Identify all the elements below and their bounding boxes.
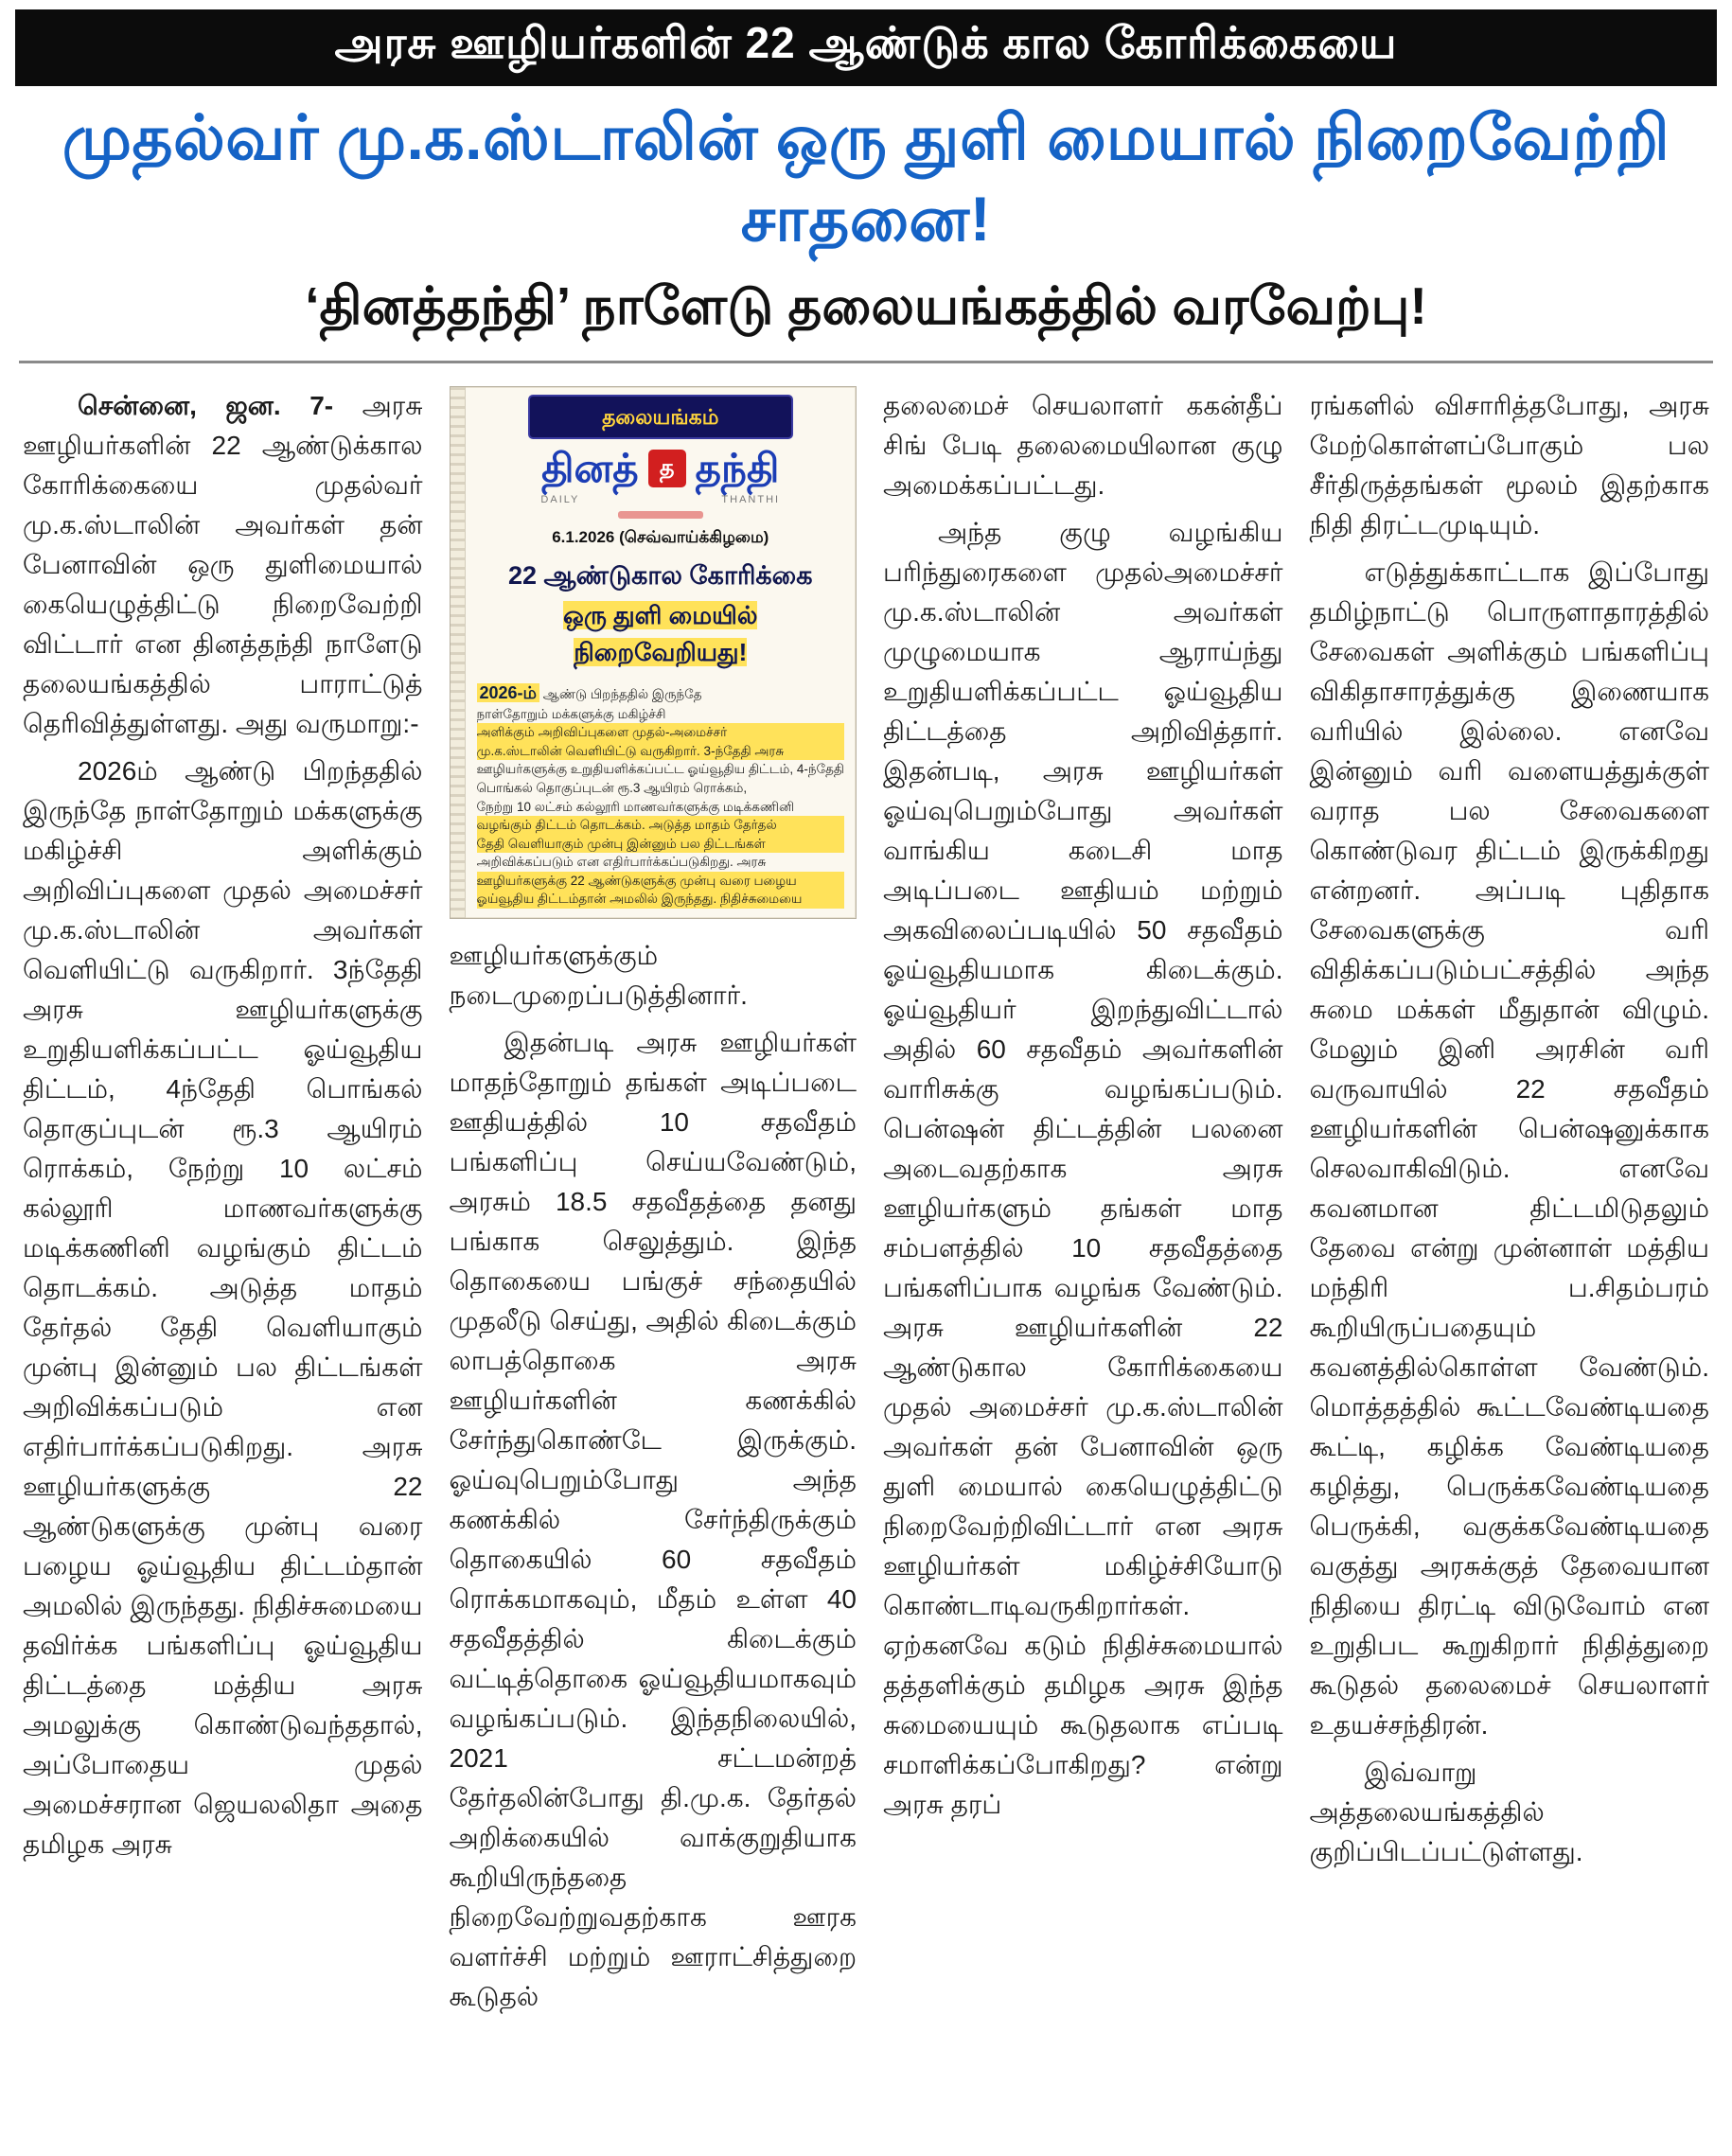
column-2 (450, 386, 857, 2024)
clip-body-line: நேற்று 10 லட்சம் கல்லூரி மாணவர்களுக்கு மடிக்கணினி (476, 799, 795, 814)
editorial-clip-image (450, 386, 857, 919)
clip-body-line: தேதி வெளியாகும் முன்பு இன்னும் பல திட்டங்கள் (477, 835, 845, 854)
clip-body-line-text: ஆண்டு பிறந்ததில் இருந்தே (542, 686, 702, 701)
clip-masthead (477, 447, 845, 490)
sub-headline: ‘தினத்தந்தி’ நாளேடு தலையங்கத்தில் வரவேற்பு! (19, 268, 1713, 363)
paragraph: இதன்படி அரசு ஊழியர்கள் மாதந்தோறும் தங்கள் அடிப்படை ஊதியத்தில் 10 சதவீதம் பங்களிப்பு செய்யவேண்டும், அரசும் 18.5 சதவீதத்தை தனது பங்காக செலுத்தும். இந்த தொகையை பங்குச் சந்தையில் முதலீடு செய்து, அதில் கிடைக்கும் லாபத்தொகை அரசு ஊழியர்களின் கணக்கில் சேர்ந்துகொண்டே இருக்கும். ஓய்வுபெறும்போது அந்த கணக்கில் சேர்ந்திருக்கும் தொகையில் 60 சதவீதம் ரொக்கமாகவும், மீதம் உள்ள 40 சதவீதத்தில் கிடைக்கும் வட்டித்தொகை ஓய்வூதியமாகவும் வழங்கப்படும். இந்தநிலையில், 2021 சட்டமன்றத் தேர்தலின்போது தி.மு.க. தேர்தல் அறிக்கையில் வாக்குறுதியாக கூறியிருந்ததை நிறைவேற்றுவதற்காக ஊரக வளர்ச்சி மற்றும் ஊராட்சித்துறை கூடுதல் (449, 1027, 857, 2011)
masthead-daily-label: DAILY (540, 494, 580, 506)
clip-headline-line1: 22 ஆண்டுகால கோரிக்கை (508, 561, 813, 591)
clip-body-line: அறிவிக்கப்படும் என எதிர்பார்க்கப்படுகிறது. அரசு (476, 855, 767, 870)
dateline: சென்னை, ஜன. 7- (78, 391, 334, 420)
clip-torn-edge (451, 387, 466, 918)
clip-section-label: தலையங்கம் (528, 395, 793, 439)
clip-headline-highlight: ஒரு துளி மையில் நிறைவேறியது! (563, 600, 758, 666)
paragraph: ஊழியர்களுக்கும் நடைமுறைப்படுத்தினார். (449, 940, 748, 1010)
clip-body-line: ஊழியர்களுக்கு 22 ஆண்டுகளுக்கு முன்பு வரை பழைய (477, 872, 845, 891)
paragraph-text: அரசு ஊழியர்களின் 22 ஆண்டுக்கால கோரிக்கையை முதல்வர் மு.க.ஸ்டாலின் அவர்கள் தன் பேனாவின் ஒரு துளிமையால் கையெழுத்திட்டு நிறைவேற்றி விட்டார் என தினத்தந்தி நாளேடு தலையங்கத்தில் பாராட்டுத் தெரிவித்துள்ளது. அது வருமாறு:- (23, 391, 423, 738)
clip-content (466, 387, 857, 918)
clip-body-line: வழங்கும் திட்டம் தொடக்கம். அடுத்த மாதம் தேர்தல் (477, 816, 845, 835)
paragraph: அந்த குழு வழங்கிய பரிந்துரைகளை முதல்அமைச்சர் மு.க.ஸ்டாலின் அவர்கள் முழுமையாக ஆராய்ந்து உறுதியளிக்கப்பட்ட ஓய்வூதிய திட்டத்தை அறிவித்தார். இதன்படி, அரசு ஊழியர்கள் ஓய்வுபெறும்போது அவர்கள் வாங்கிய கடைசி மாத அடிப்படை ஊதியம் மற்றும் அகவிலைப்படியில் 50 சதவீதம் ஓய்வூதியமாக கிடைக்கும். ஓய்வூதியர் இறந்துவிட்டால் அதில் 60 சதவீதம் அவர்களின் வாரிசுக்கு வழங்கப்படும். பென்ஷன் திட்டத்தின் பலனை அடைவதற்காக அரசு ஊழியர்களும் தங்கள் மாத சம்பளத்தில் 10 சதவீதத்தை பங்களிப்பாக வழங்க வேண்டும். அரசு ஊழியர்களின் 22 ஆண்டுகால கோரிக்கையை முதல் அமைச்சர் மு.க.ஸ்டாலின் அவர்கள் தன் பேனாவின் ஒரு துளி மையால் கையெழுத்திட்டு நிறைவேற்றிவிட்டார் என அரசு ஊழியர்கள் மகிழ்ச்சியோடு கொண்டாடிவருகிறார்கள். ஏற்கனவே கடும் நிதிச்சுமையால் தத்தளிக்கும் தமிழக அரசு இந்த சுமையையும் கூடுதலாக எப்படி சமாளிக்கப்போகிறது? என்று அரசு தரப் (883, 518, 1283, 1819)
paragraph: இவ்வாறு அத்தலையங்கத்தில் குறிப்பிடப்பட்டுள்ளது. (1309, 1758, 1583, 1866)
paragraph: தலைமைச் செயலாளர் ககன்தீப் சிங் பேடி தலைமையிலான குழு அமைக்கப்பட்டது. (883, 391, 1283, 500)
column-1 (23, 386, 423, 2024)
paragraph: ரங்களில் விசாரித்தபோது, அரசு மேற்கொள்ளப்போகும் பல சீர்திருத்தங்கள் மூலம் இதற்காக நிதி திரட்டமுடியும். (1309, 391, 1709, 539)
kicker-headline: அரசு ஊழியர்களின் 22 ஆண்டுக் கால கோரிக்கையை (15, 9, 1717, 86)
masthead-word-left: தினத் (541, 446, 639, 490)
masthead-subtitle (477, 492, 845, 508)
clip-lead-word: 2026-ம் (477, 683, 540, 702)
clip-body-text (477, 680, 845, 909)
masthead-tagline-mark (618, 511, 703, 519)
paragraph: 2026ம் ஆண்டு பிறந்ததில் இருந்தே நாள்தோறும் மக்களுக்கு மகிழ்ச்சி அளிக்கும் அறிவிப்புகளை முதல் அமைச்சர் மு.க.ஸ்டாலின் அவர்கள் வெளியிட்டு வருகிறார். 3ந்தேதி அரசு ஊழியர்களுக்கு உறுதியளிக்கப்பட்ட ஓய்வூதிய திட்டம், 4ந்தேதி பொங்கல் தொகுப்புடன் ரூ.3 ஆயிரம் ரொக்கம், நேற்று 10 லட்சம் கல்லூரி மாணவர்களுக்கு மடிக்கணினி வழங்கும் திட்டம் தொடக்கம். அடுத்த மாதம் தேர்தல் தேதி வெளியாகும் முன்பு இன்னும் பல திட்டங்கள் அறிவிக்கப்படும் என எதிர்பார்க்கப்படுகிறது. அரசு ஊழியர்களுக்கு 22 ஆண்டுகளுக்கு முன்பு வரை பழைய ஓய்வூதிய திட்டம்தான் அமலில் இருந்தது. நிதிச்சுமையை தவிர்க்க பங்களிப்பு ஓய்வூதிய திட்டத்தை மத்திய அரசு அமலுக்கு கொண்டுவந்ததால், அப்போதைய முதல் அமைச்சரான ஜெயலலிதா அதை தமிழக அரசு (23, 756, 423, 1859)
clip-body-line (477, 680, 845, 705)
clip-body-line: அளிக்கும் அறிவிப்புகளை முதல்-அமைச்சர் (477, 723, 845, 742)
clip-body-line: நாள்தோறும் மக்களுக்கு மகிழ்ச்சி (476, 706, 666, 721)
paragraph: எடுத்துக்காட்டாக இப்போது தமிழ்நாட்டு பொருளாதாரத்தில் சேவைகள் அளிக்கும் பங்களிப்பு விகிதாசாரத்துக்கு இணையாக வரியில் இல்லை. எனவே இன்னும் வரி வளையத்துக்குள் வராத பல சேவைகளை கொண்டுவர திட்டம் இருக்கிறது என்றனர். அப்படி புதிதாக சேவைகளுக்கு வரி விதிக்கப்படும்பட்சத்தில் அந்த சுமை மக்கள் மீதுதான் விழும். மேலும் இனி அரசின் வரி வருவாயில் 22 சதவீதம் ஊழியர்களின் பென்ஷனுக்காக செலவாகிவிடும். எனவே கவனமான திட்டமிடுதலும் தேவை என்று முன்னாள் மத்திய மந்திரி ப.சிதம்பரம் கூறியிருப்பதையும் கவனத்தில்கொள்ள வேண்டும். மொத்தத்தில் கூட்டவேண்டியதை கூட்டி, கழிக்க வேண்டியதை கழித்து, பெருக்கவேண்டியதை பெருக்கி, வகுக்கவேண்டியதை வகுத்து அரசுக்குத் தேவையான நிதியை திரட்டி விடுவோம் என உறுதிபட கூறுகிறார் நிதித்துறை கூடுதல் தலைமைச் செயலாளர் உதயச்சந்திரன். (1309, 557, 1709, 1740)
masthead-thanthi-label: THANTHI (721, 494, 781, 506)
article-body (15, 363, 1717, 2024)
clip-headline-line2 (477, 597, 845, 671)
clip-body-line: ஓய்வூதிய திட்டம்தான் அமலில் இருந்தது. நிதிச்சுமையை (477, 890, 845, 909)
clip-body-line: பொங்கல் தொகுப்புடன் ரூ.3 ஆயிரம் ரொக்கம், (476, 781, 748, 796)
clip-body-line: மு.க.ஸ்டாலின் வெளியிட்டு வருகிறார். 3-ந்தேதி அரசு (477, 742, 845, 761)
column-4 (1310, 386, 1710, 2024)
column-3 (883, 386, 1283, 2024)
masthead-emblem-icon: த (648, 450, 686, 487)
clip-date: 6.1.2026 (செவ்வாய்க்கிழமை) (552, 527, 769, 546)
paragraph (23, 386, 423, 744)
main-headline: முதல்வர் மு.க.ஸ்டாலின் ஒரு துளி மையால் நிறைவேற்றி சாதனை! (62, 102, 1670, 254)
clip-body-line: ஊழியர்களுக்கு உறுதியளிக்கப்பட்ட ஓய்வூதிய திட்டம், 4-ந்தேதி (476, 762, 844, 777)
masthead-word-right: தந்தி (695, 446, 780, 490)
